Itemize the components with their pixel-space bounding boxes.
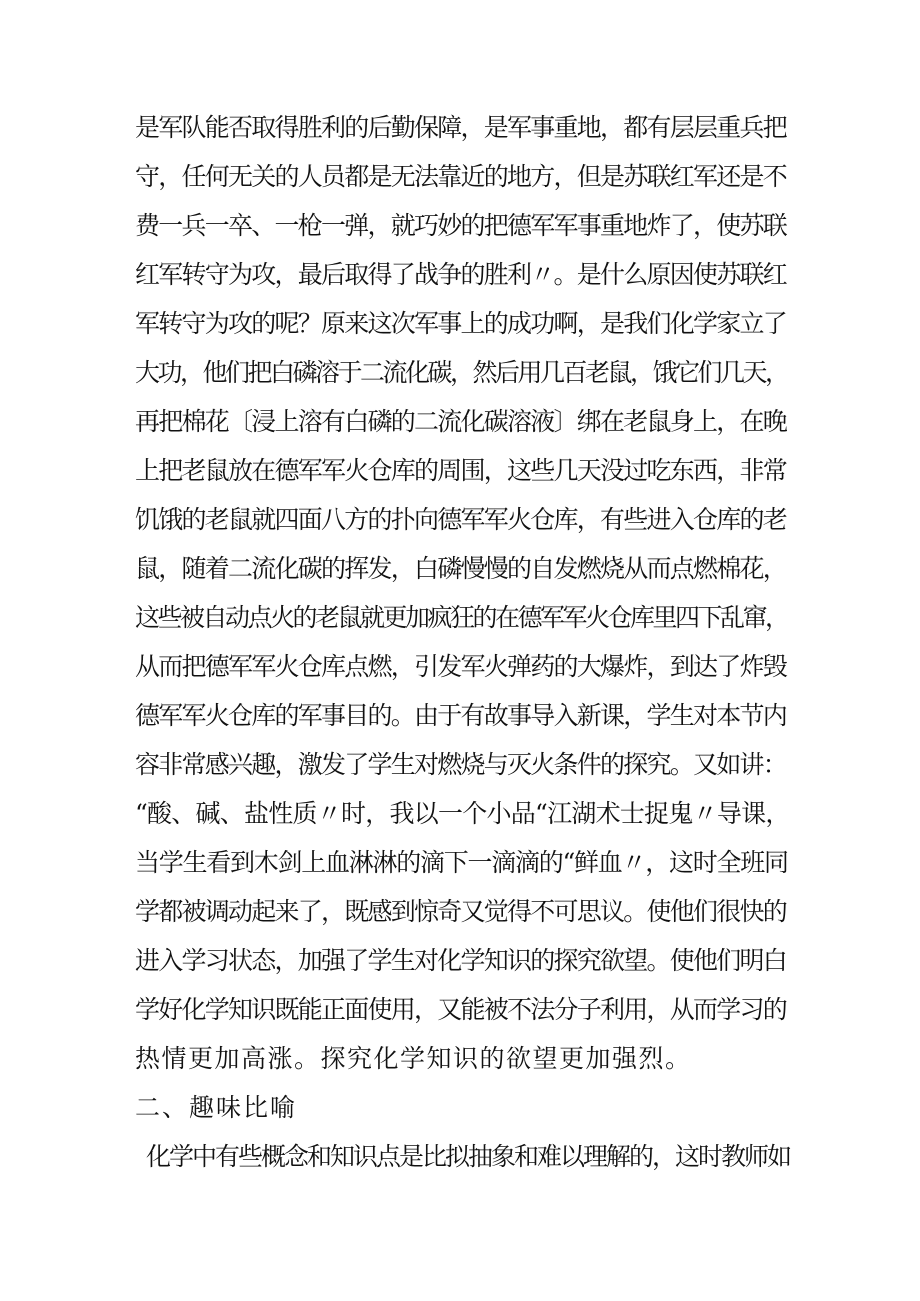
paragraph-line: 从而把德军军火仓库点燃，引发军火弹药的大爆炸，到达了炸毁 bbox=[135, 652, 787, 681]
paragraph-line: 容非常感兴趣，激发了学生对燃烧与灭火条件的探究。又如讲： bbox=[135, 750, 787, 779]
paragraph-line: 饥饿的老鼠就四面八方的扑向德军军火仓库，有些进入仓库的老 bbox=[135, 505, 787, 534]
paragraph-line: 进入学习状态，加强了学生对化学知识的探究欲望。使他们明白 bbox=[135, 946, 787, 975]
paragraph-line: 是军队能否取得胜利的后勤保障，是军事重地，都有层层重兵把 bbox=[135, 113, 787, 142]
paragraph-line: “酸、碱、盐性质〃时，我以一个小品“江湖术士捉鬼〃导课， bbox=[135, 799, 790, 828]
paragraph-line: 学好化学知识既能正面使用，又能被不法分子利用，从而学习的 bbox=[135, 995, 787, 1024]
section-heading: 二、趣味比喻 bbox=[135, 1093, 298, 1122]
paragraph-line: 军转守为攻的呢？原来这次军事上的成功啊，是我们化学家立了 bbox=[135, 309, 787, 338]
paragraph-line: 上把老鼠放在德军军火仓库的周围，这些几天没过吃东西，非常 bbox=[135, 456, 787, 485]
paragraph-line: 守，任何无关的人员都是无法靠近的地方，但是苏联红军还是不 bbox=[135, 162, 787, 191]
paragraph-line: 再把棉花〔浸上溶有白磷的二流化碳溶液〕绑在老鼠身上，在晚 bbox=[135, 407, 787, 436]
paragraph-line: 费一兵一卒、一枪一弹，就巧妙的把德军军事重地炸了，使苏联 bbox=[135, 211, 787, 240]
paragraph-line: 鼠，随着二流化碳的挥发，白磷慢慢的自发燃烧从而点燃棉花， bbox=[135, 554, 787, 583]
paragraph-line: 学都被调动起来了，既感到惊奇又觉得不可思议。使他们很快的 bbox=[135, 897, 787, 926]
paragraph-line: 热情更加高涨。探究化学知识的欲望更加强烈。 bbox=[135, 1044, 692, 1073]
paragraph-line: 这些被自动点火的老鼠就更加疯狂的在德军军火仓库里四下乱窜， bbox=[135, 603, 788, 632]
paragraph-line: 红军转守为攻，最后取得了战争的胜利〃。是什么原因使苏联红 bbox=[135, 260, 787, 289]
paragraph-line: 大功，他们把白磷溶于二流化碳，然后用几百老鼠，饿它们几天， bbox=[135, 358, 788, 387]
paragraph-line: 化学中有些概念和知识点是比拟抽象和难以理解的，这时教师如 bbox=[146, 1142, 791, 1171]
paragraph-line: 当学生看到木剑上血淋淋的滴下一滴滴的“鲜血〃，这时全班同 bbox=[135, 848, 788, 877]
paragraph-line: 德军军火仓库的军事目的。由于有故事导入新课，学生对本节内 bbox=[135, 701, 787, 730]
